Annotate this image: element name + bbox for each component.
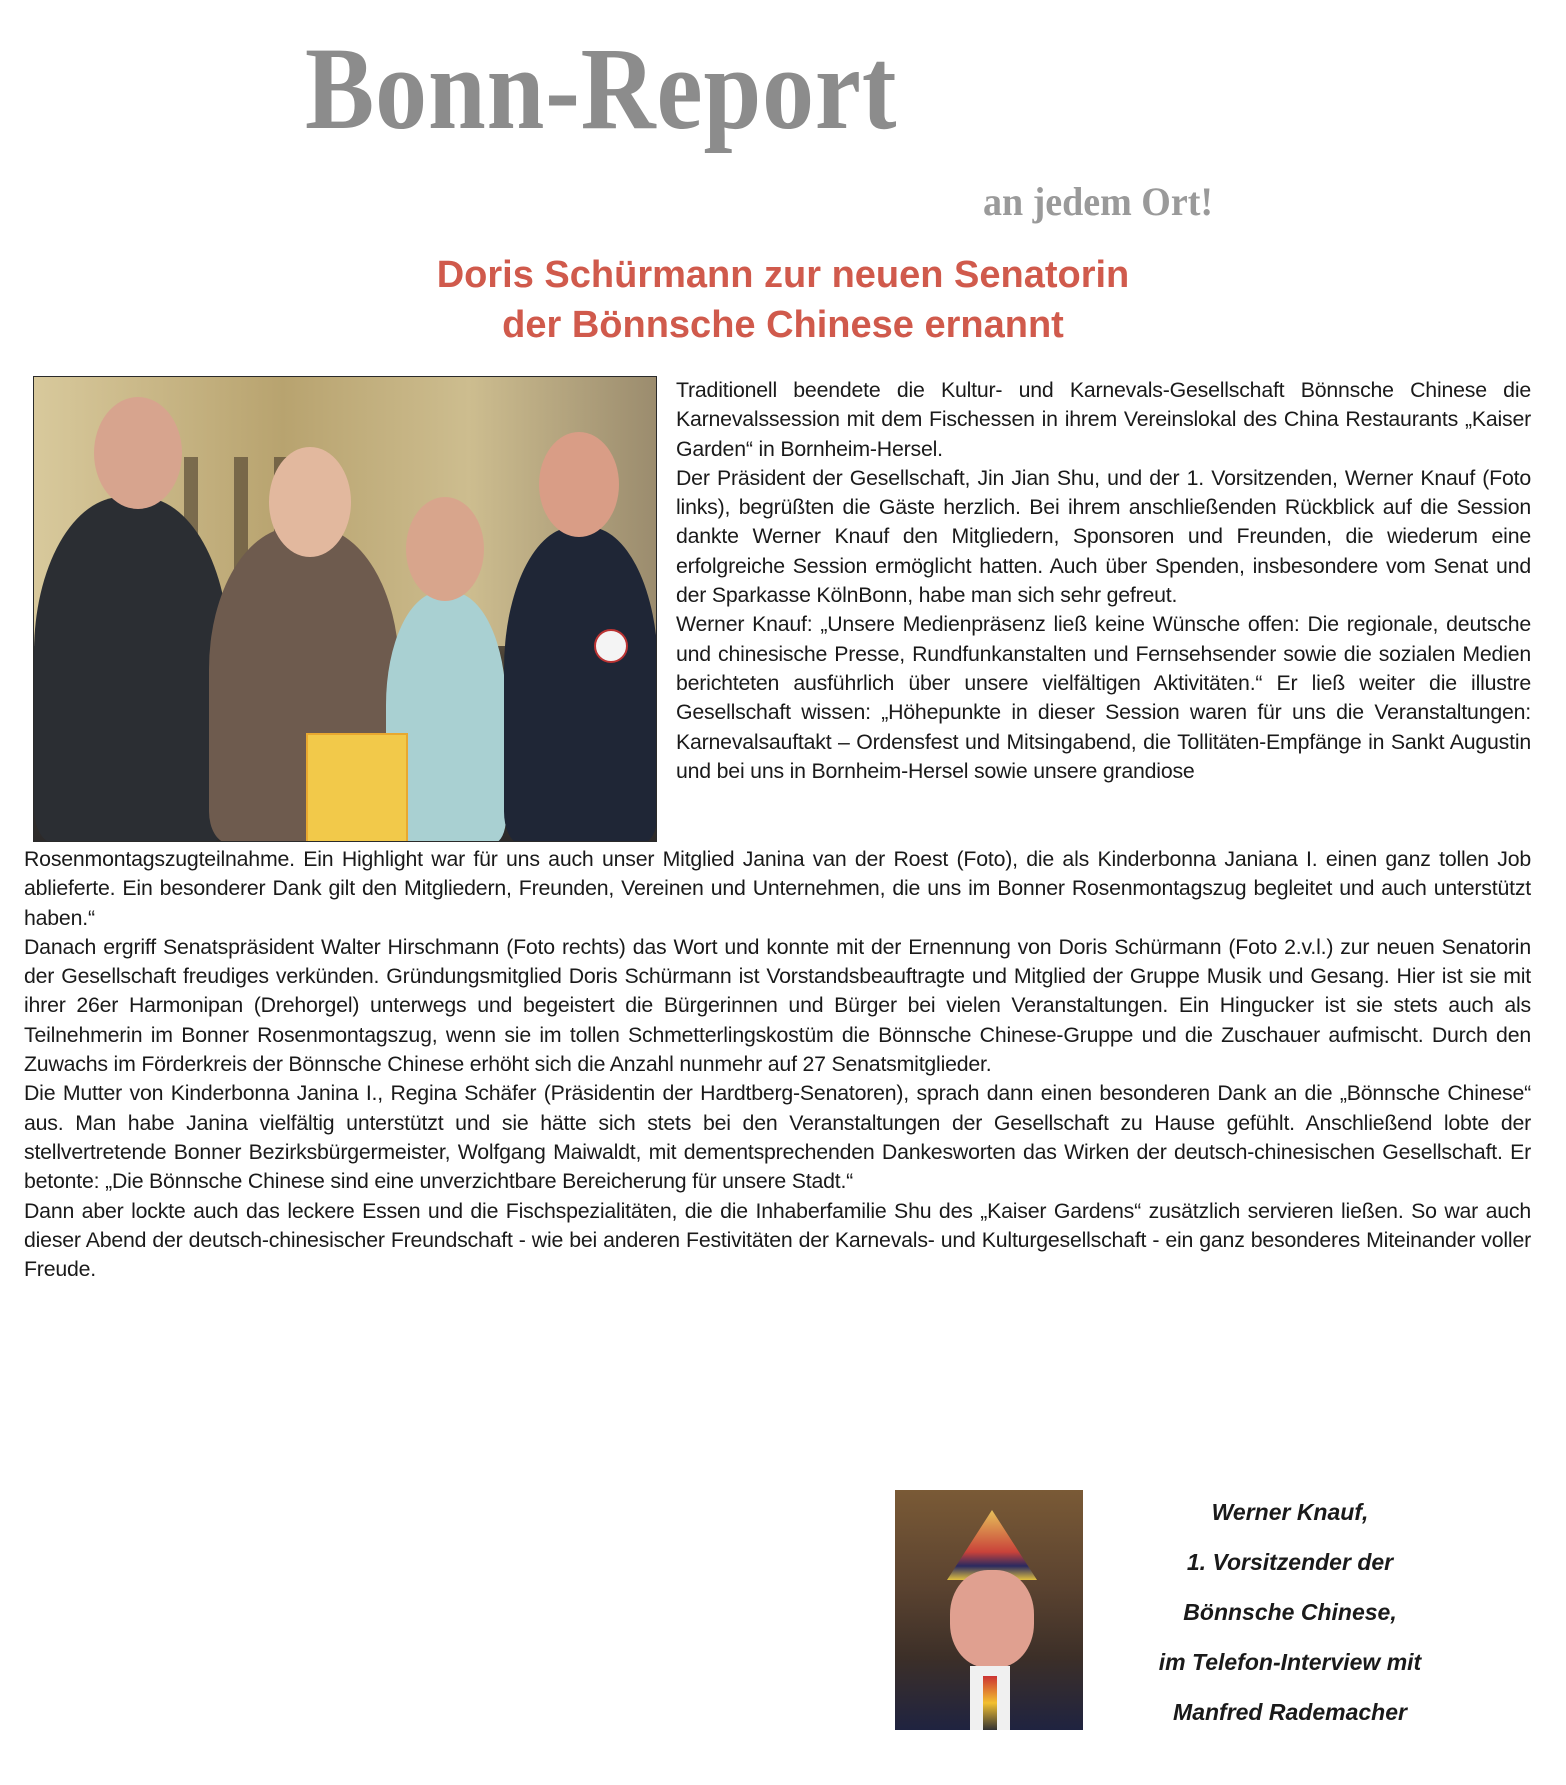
group-photo <box>33 376 657 842</box>
caption-line: Werner Knauf, <box>1211 1499 1369 1525</box>
paragraph: Der Präsident der Gesellschaft, Jin Jian Shu, und der 1. Vorsitzenden, Werner Knauf (Foto links), begrüßten die Gäste herzlich. Bei ihrem anschließenden Rückblick auf die Session dankte Werner Knauf den Mitgliedern, Sponsoren und Freunden, die wiederum eine erfolgreiche Session ermöglicht hatten. Auch über Spenden, insbesondere vom Senat und der Sparkasse KölnBonn, habe man sich sehr gefreut. <box>676 465 1531 608</box>
article-full-text <box>24 845 1531 1284</box>
article-headline <box>0 250 1566 350</box>
person-left <box>34 497 229 842</box>
paragraph: Die Mutter von Kinderbonna Janina I., Regina Schäfer (Präsidentin der Hardtberg-Senatoren), sprach dann einen besonderen Dank an die „Bönnsche Chinese“ aus. Man habe Janina vielfältig unterstützt und sie hätte sich stets bei den Veranstaltungen der Gesellschaft zu Hause gefühlt. Anschließend lobte der stellvertretende Bonner Bezirksbürgermeister, Wolfgang Maiwaldt, mit dementsprechenden Dankesworten das Wirken der deutsch-chinesischen Gesellschaft. Er betonte: „Die Bönnsche Chinese sind eine unverzichtbare Bereicherung für unsere Stadt.“ <box>24 1081 1531 1194</box>
masthead-tagline: an jedem Ort! <box>983 179 1214 224</box>
paragraph: Werner Knauf: „Unsere Medienpräsenz ließ keine Wünsche offen: Die regionale, deutsche und chinesische Presse, Rundfunkanstalten und Fernsehsender sowie die sozialen Medien berichteten ausführlich über unsere vielfältigen Aktivitäten.“ Er ließ weiter die illustre Gesellschaft wissen: „Höhepunkte in dieser Session waren für uns die Veranstaltungen: Karnevalsauftakt – Ordensfest und Mitsingabend, die Tollitäten-Empfänge in Sankt Augustin und bei uns in Bornheim-Hersel sowie unsere grandiose <box>676 612 1531 783</box>
club-badge <box>594 629 628 663</box>
portrait-face <box>950 1570 1034 1668</box>
caption-line: Manfred Rademacher <box>1173 1699 1407 1725</box>
certificate <box>306 733 408 842</box>
person-second-head <box>269 447 351 557</box>
paragraph: Dann aber lockte auch das leckere Essen und die Fischspezialitäten, die die Inhaberfamilie Shu des „Kaiser Gardens“ zusätzlich servieren ließen. So war auch dieser Abend der deutsch-chinesischer Freundschaft - wie bei anderen Festivitäten der Karnevals- und Kulturgesellschaft - ein ganz besonderes Miteinander voller Freude. <box>24 1198 1531 1282</box>
person-third-head <box>406 497 484 601</box>
portrait-tie <box>983 1676 997 1730</box>
caption-line: Bönnsche Chinese, <box>1183 1599 1397 1625</box>
paragraph: Traditionell beendete die Kultur- und Karnevals-Gesellschaft Bönnsche Chinese die Karnevalssession mit dem Fischessen in ihrem Vereinslokal des China Restaurants „Kaiser Garden“ in Bornheim-Hersel. <box>676 378 1531 461</box>
masthead-title: Bonn-Report <box>305 23 898 154</box>
paragraph: Rosenmontagszugteilnahme. Ein Highlight war für uns auch unser Mitglied Janina van der Roest (Foto), die als Kinderbonna Janiana I. einen ganz tollen Job ablieferte. Ein besonderer Dank gilt den Mitgliedern, Freunden, Vereinen und Unternehmen, die uns im Bonner Rosenmontagszug begleitet und auch unterstützt haben.“ <box>24 847 1531 930</box>
portrait-caption <box>1100 1487 1480 1737</box>
portrait-photo <box>895 1490 1083 1730</box>
headline-line: der Bönnsche Chinese ernannt <box>502 304 1064 346</box>
paragraph: Danach ergriff Senatspräsident Walter Hirschmann (Foto rechts) das Wort und konnte mit der Ernennung von Doris Schürmann (Foto 2.v.l.) zur neuen Senatorin der Gesellschaft freudiges verkünden. Gründungsmitglied Doris Schürmann ist Vorstandsbeauftragte und Mitglied der Gruppe Musik und Gesang. Hier ist sie mit ihrer 26er Harmonipan (Drehorgel) unterwegs und begeistert die Bürgerinnen und Bürger bei vielen Veranstaltungen. Ein Hingucker ist sie stets auch als Teilnehmerin im Bonner Rosenmontagszug, wenn sie im tollen Schmetterlingskostüm die Bönnsche Chinese-Gruppe und die Zuschauer aufmischt. Durch den Zuwachs im Förderkreis der Bönnsche Chinese erhöht sich die Anzahl nunmehr auf 27 Senatsmitglieder. <box>24 934 1531 1077</box>
person-left-head <box>94 397 182 509</box>
article-column-text <box>676 376 1531 786</box>
caption-line: im Telefon-Interview mit <box>1158 1649 1422 1675</box>
caption-line: 1. Vorsitzender der <box>1186 1549 1394 1575</box>
headline-line: Doris Schürmann zur neuen Senatorin <box>436 254 1130 296</box>
person-right-head <box>539 432 619 537</box>
person-right <box>504 527 657 842</box>
